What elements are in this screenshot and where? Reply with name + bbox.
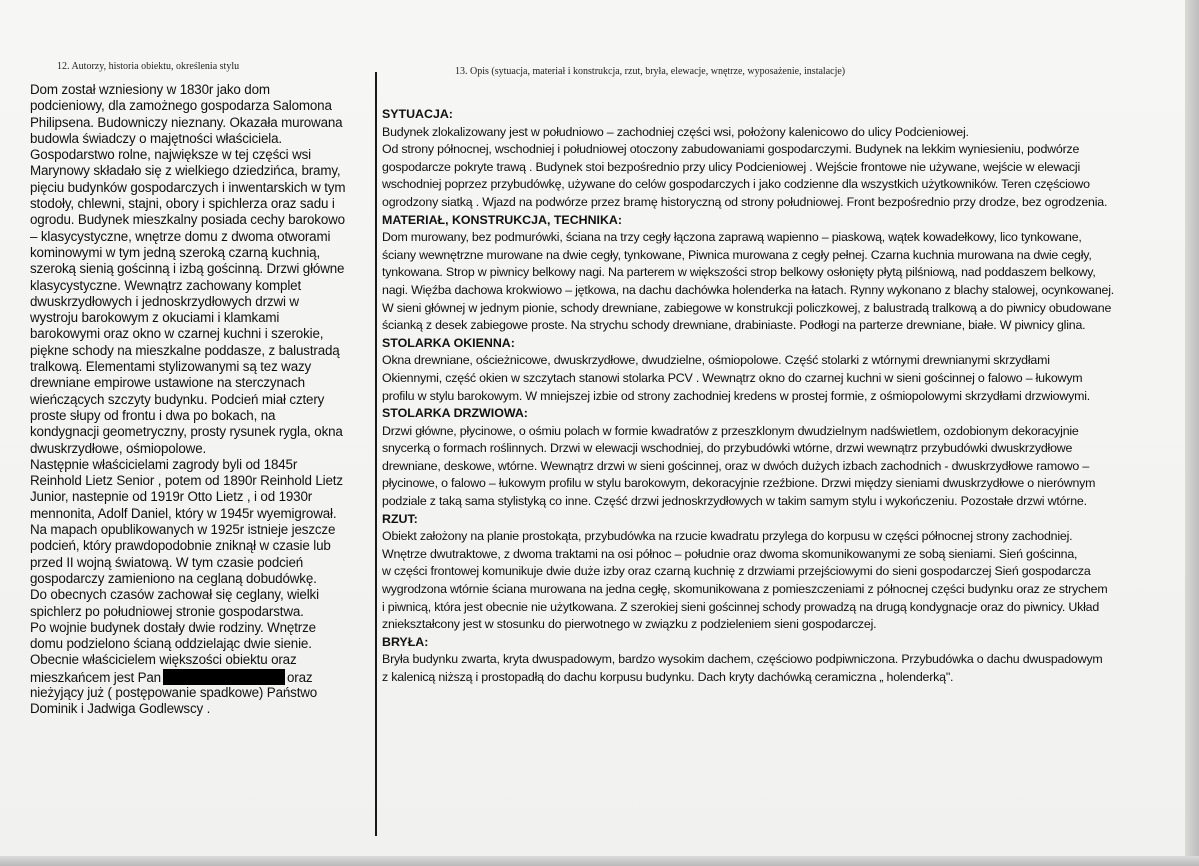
description-text-line: Okiennymi, część okien w szczytach stanowi stolarka PCV . Wewnątrz okno do czarnej kuchni w sieni gościnnej o falowo – łukowym xyxy=(382,370,1083,385)
history-text-line: gospodarczy zamieniono na ceglaną dobudówkę. xyxy=(30,570,317,586)
description-text-line: z kalenicą niższą i prostopadłą do dachu korpusu budynku. Dach kryty dachówką ceramiczna „ holenderką". xyxy=(382,670,954,684)
scan-edge-right xyxy=(1185,0,1199,866)
section-heading: SYTUACJA: xyxy=(382,107,453,121)
history-text-line: budowla świadczy o majętności właściciela. xyxy=(30,130,282,146)
description-text-line: Od strony północnej, wschodniej i południowej otoczony zabudowaniami gospodarczymi. Budynek na lekkim wyniesieniu, podwórze xyxy=(382,142,1080,157)
history-text-line: nieżyjący już ( postępowanie spadkowe) Państwo xyxy=(30,684,318,700)
description-column xyxy=(382,106,1172,687)
history-text-line: mennonita, Adolf Daniel, który w 1945r wyemigrował. xyxy=(30,505,337,521)
history-text-line: dwuskrzydłowe, ośmiopolowe. xyxy=(30,440,207,456)
description-text-line: ścianką z desek zabiegowe proste. Na strychu schody drewniane, drabiniaste. Podłogi na parterze drewniane, białe. W piwnicy glina. xyxy=(382,318,1086,333)
history-text-line: stodoły, chlewni, stajni, obory i spichlerza oraz sadu i xyxy=(30,196,335,212)
description-text-line: ściany wewnętrzne murowane na dwie cegły, tynkowane, Piwnica murowana z cegły pełnej. Czarna kuchnia murowana na dwie cegły, xyxy=(382,247,1092,262)
history-text-line: Na mapach opublikowanych w 1925r istnieje jeszcze xyxy=(30,522,336,538)
redaction-block xyxy=(163,669,285,685)
section-heading: STOLARKA OKIENNA: xyxy=(382,335,515,350)
history-text-line: Marynowy składało się z wielkiego dziedzińca, bramy, xyxy=(30,163,341,179)
section-heading: RZUT: xyxy=(382,511,418,526)
history-text-line: domu podzielono ścianą oddzielając dwie sienie. xyxy=(30,636,312,652)
history-text-line: przed II wojną światową. W tym czasie podcień xyxy=(30,554,304,570)
description-text-line: płycinowe, o falowo – łukowym profilu w stylu barokowym, dekoracyjnie rzeźbione. Drzwi między sieniami dwuskrzydłowe o nierównym xyxy=(382,476,1096,491)
history-text-line: podcień, który prawdopodobnie zniknął w czasie lub xyxy=(30,538,331,554)
description-text-line: gospodarcze pokryte trawą . Budynek stoi bezpośrednio przy ulicy Podcieniowej . Wejście frontowe nie używane, wejście w elewacji xyxy=(382,159,1081,174)
column-divider xyxy=(375,72,377,836)
description-text-line: drewniane, deskowe, wtórne. Wewnątrz drzwi w sieni gościnnej, oraz w dwóch dużych izbach zachodnich - dwuskrzydłowe ramowo – xyxy=(382,458,1090,473)
history-text-line: drewniane empirowe ustawione na sterczynach xyxy=(30,375,305,391)
history-text-line: Dom został wzniesiony w 1830r jako dom xyxy=(30,82,270,97)
history-text-line: Po wojnie budynek dostały dwie rodziny. Wnętrze xyxy=(30,619,316,635)
description-text-line: Bryła budynku zwarta, kryta dwuspadowym, bardzo wysokim dachem, częściowo podpiwniczona. Przybudówka o dachu dwuspadowym xyxy=(382,652,1103,667)
history-column xyxy=(30,82,362,718)
history-text-line: ogrodu. Budynek mieszkalny posiada cechy barokowo xyxy=(30,212,345,228)
description-text-line: podziale z taką sama stylistyką co inne. Część drzwi jednoskrzydłowych w takim samym stylu i wykończeniu. Pozostałe drzwi wtórne. xyxy=(382,494,1087,509)
description-text-line: nagi. Więźba dachowa krokwiowo – jętkowa, na dachu dachówka holenderka na łatach. Rynny wykonano z blachy stalowej, ocynkowanej. xyxy=(382,282,1115,297)
history-text-line: Do obecnych czasów zachował się ceglany, wielki xyxy=(30,587,319,603)
history-text-line: Philipsena. Budowniczy nieznany. Okazała murowana xyxy=(30,114,343,130)
owner-line-before: mieszkańcem jest Pan xyxy=(30,669,161,685)
history-text-line: szeroką sienią gościnną i izbą gościnną. Drzwi główne xyxy=(30,261,345,277)
history-text-line: Junior, nastepnie od 1919r Otto Lietz , i od 1930r xyxy=(30,489,313,505)
history-text-line: Reinhold Lietz Senior , potem od 1890r Reinhold Lietz xyxy=(30,473,343,489)
history-text-line: spichlerz po południowej stronie gospodarstwa. xyxy=(30,603,304,619)
description-text-line: i piwnicą, która jest obecnie nie użytkowana. Z szerokiej sieni gościnnej schody prowadzą na drugą kondygnacje oraz do piwnicy. Układ xyxy=(382,599,1100,614)
description-text-line: Wnętrze dwutraktowe, z dwoma traktami na osi północ – południe oraz dwoma skomunikowanymi ze sobą sieniami. Sień gościnna, xyxy=(382,546,1078,561)
section-heading: MATERIAŁ, KONSTRUKCJA, TECHNIKA: xyxy=(382,212,623,227)
description-text-line: snycerką o formach roślinnych. Drzwi w elewacji wschodniej, do przybudówki wtórne, drzwi wewnątrz przybudówki dwuskrzydłowe xyxy=(382,441,1073,456)
section-heading: STOLARKA DRZWIOWA: xyxy=(382,406,528,421)
history-text-line: klasycystyczne. Wewnątrz zachowany komplet xyxy=(30,277,302,293)
owner-line-after: oraz xyxy=(286,669,313,685)
history-text-line: pięciu budynków gospodarczych i inwentarskich w tym xyxy=(30,179,346,195)
history-text-line: dwuskrzydłowych i jednoskrzydłowych drzwi w xyxy=(30,293,299,309)
description-text-line: w części frontowej komunikuje dwie duże izby oraz czarną kuchnię z drzwiami przejściowymi do sieni gospodarczej Sień gospodarcza xyxy=(382,564,1091,579)
scan-edge-bottom xyxy=(0,856,1199,866)
owner-line xyxy=(30,669,362,685)
history-text-line: Następnie właścicielami zagrody byli od 1845r xyxy=(30,456,298,472)
history-text-line: wieńczących szczyty budynku. Podcień miał cztery xyxy=(30,391,325,407)
history-text-line: wystroju barokowym z okuciami i klamkami xyxy=(30,310,280,326)
history-text-line: podcieniowy, dla zamożnego gospodarza Salomona xyxy=(30,98,332,114)
description-text-line: zniekształcony jest w stosunku do pierwotnego w związku z podzieleniem sieni gospodarczej. xyxy=(382,617,877,632)
history-text-line: Gospodarstwo rolne, największe w tej części wsi xyxy=(30,147,311,163)
description-text-line: Dom murowany, bez podmurówki, ściana na trzy cegły łączona zaprawą wapienno – piaskową, wątek kowadełkowy, lico tynkowane, xyxy=(382,230,1082,245)
history-text-line: Obecnie właścicielem większości obiektu oraz xyxy=(30,652,297,668)
description-text-line: ogrodzony siatką . Wjazd na podwórze przez bramę historyczną od strony południowej. Front bezpośrednio przy drodze, bez ogrodzenia. xyxy=(382,194,1108,209)
description-text-line: wygrodzona wtórnie ściana murowana na jedna cegłę, skomunikowana z pomieszczeniami z północnej części budynku oraz ze strychem xyxy=(382,582,1108,597)
description-text-line: wschodniej poprzez przybudówkę, używane do celów gospodarczych i jako codzienne dla wszystkich użytkowników. Teren częściowo xyxy=(382,177,1090,192)
section-heading: BRYŁA: xyxy=(382,634,429,649)
history-text-line: Dominik i Jadwiga Godlewscy . xyxy=(30,701,211,717)
history-text-line: piękne schody na mieszkalne poddasze, z balustradą xyxy=(30,342,340,358)
history-text-line: kondygnacji geometryczny, prosty rysunek rygla, okna xyxy=(30,424,343,440)
history-text-line: barokowymi oraz okno w czarnej kuchni i szerokie, xyxy=(30,326,324,342)
history-text-line: – klasycystyczne, wnętrze domu z dwoma otworami xyxy=(30,228,331,244)
description-text-line: Okna drewniane, ościeżnicowe, dwuskrzydłowe, dwudzielne, ośmiopolowe. Część stolarki z wtórnymi drewnianymi skrzydłami xyxy=(382,353,1050,368)
section-12-header: 12. Autorzy, historia obiektu, określenia stylu xyxy=(57,61,240,72)
section-13-header: 13. Opis (sytuacja, materiał i konstrukcja, rzut, bryła, elewacje, wnętrze, wyposażenie, instalacje) xyxy=(455,66,846,77)
description-text-line: Obiekt założony na planie prostokąta, przybudówka na rzucie kwadratu przylega do korpusu w części północnej strony zachodniej. xyxy=(382,529,1073,544)
description-text-line: profilu w stylu barokowym. W mniejszej izbie od strony zachodniej kredens w prostej formie, z ośmiopolowymi skrzydłami drzwiowymi. xyxy=(382,388,1091,403)
history-text-line: kominowymi w tym jedną szeroką czarną kuchnią, xyxy=(30,244,321,260)
description-text-line: W sieni głównej w jednym pionie, schody drewniane, zabiegowe w konstrukcji policzkowej, z balustradą tralkową a do piwnicy obudowane xyxy=(382,300,1112,315)
description-text-line: tynkowana. Strop w piwnicy belkowy nagi. Na parterem w większości strop belkowy osłonięty płytą pilśniową, nad poddaszem belkowy, xyxy=(382,265,1096,280)
description-text-line: Budynek zlokalizowany jest w południowo – zachodniej części wsi, położony kalenicowo do ulicy Podcieniowej. xyxy=(382,124,969,139)
history-text-line: proste słupy od frontu i dwa po bokach, na xyxy=(30,407,276,423)
description-text-line: Drzwi główne, płycinowe, o ośmiu polach w formie kwadratów z przeszklonym dwudzielnym nadświetlem, ozdobionym dekoracyjnie xyxy=(382,423,1079,438)
history-text-line: tralkową. Elementami stylizowanymi są tez wazy xyxy=(30,359,312,375)
